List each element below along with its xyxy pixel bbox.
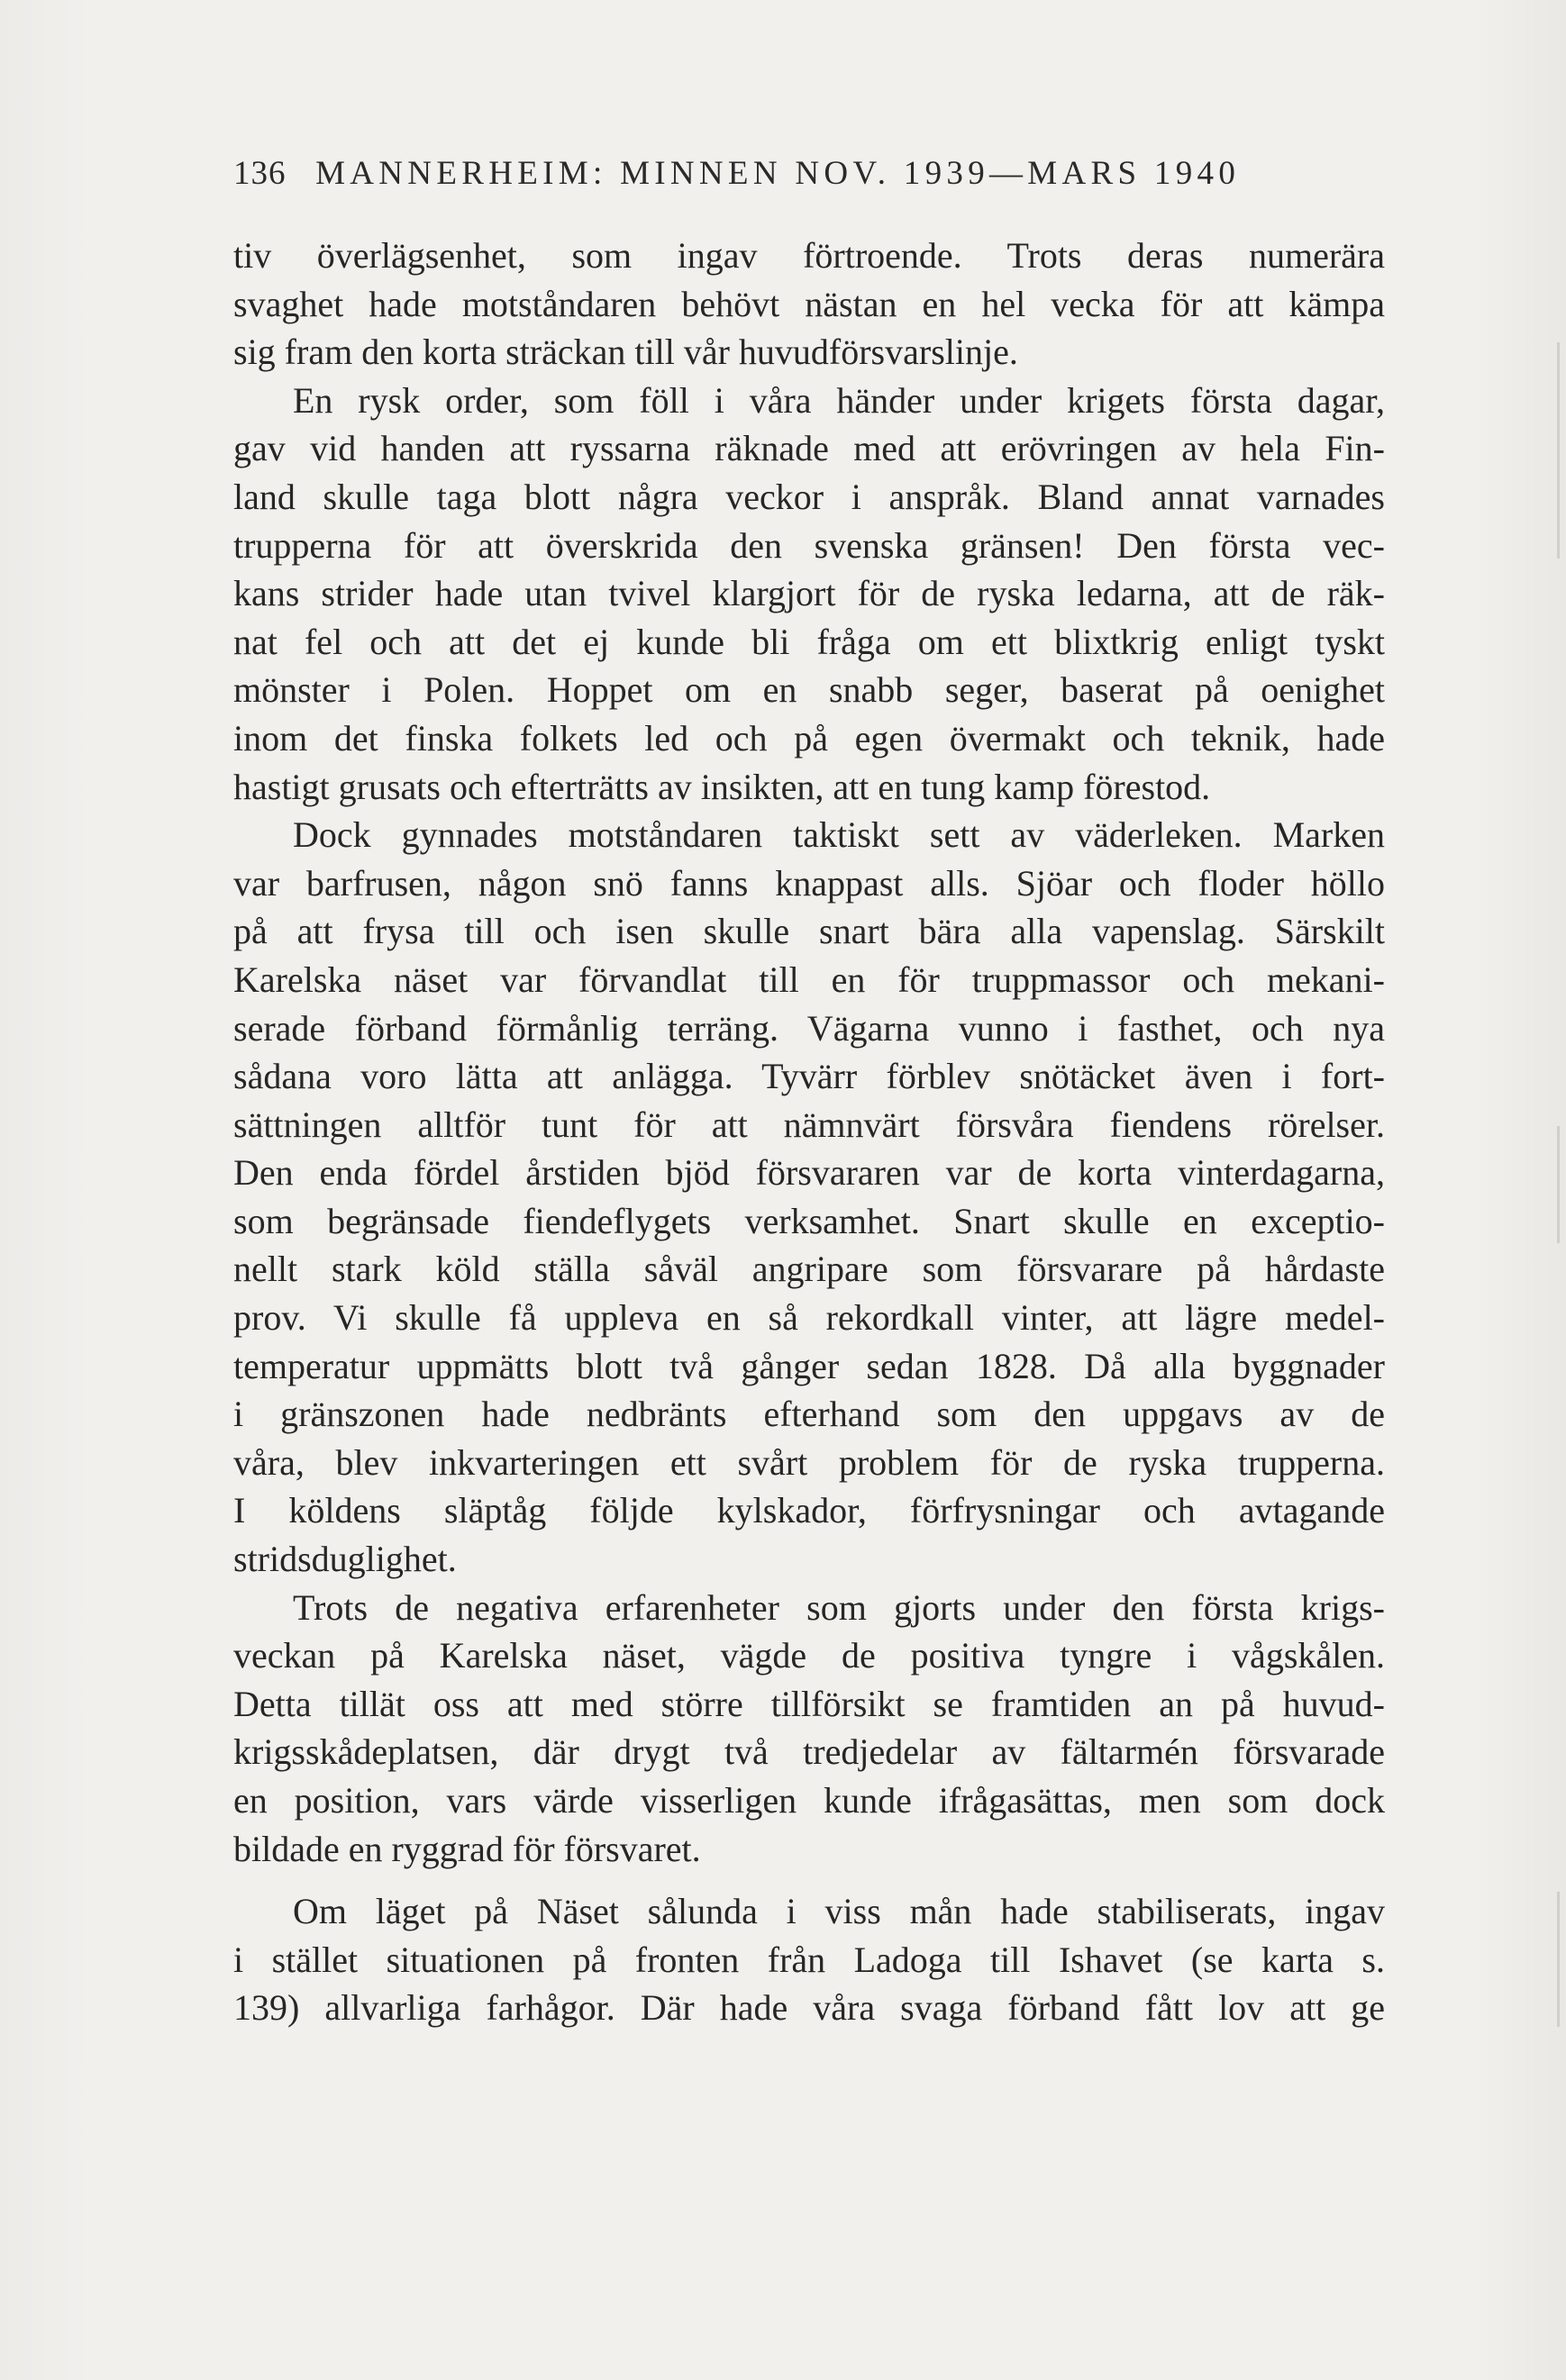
text-line: Dock gynnades motståndaren taktiskt sett av väderleken. Marken (293, 814, 1385, 856)
page-edge-mark (1557, 342, 1560, 559)
text-line: Trots de negativa erfarenheter som gjorts under den första krigs- (293, 1586, 1385, 1628)
text-line: land skulle taga blott några veckor i anspråk. Bland annat varnades (233, 476, 1385, 517)
text-line: inom det finska folkets led och på egen övermakt och teknik, hade (233, 717, 1385, 759)
text-line: på att frysa till och isen skulle snart bära alla vapenslag. Särskilt (233, 911, 1385, 952)
text-line: prov. Vi skulle få uppleva en så rekordkall vinter, att lägre medel- (233, 1297, 1385, 1339)
text-line: temperatur uppmätts blott två gånger sedan 1828. Då alla byggnader (233, 1345, 1385, 1386)
running-header (233, 150, 1396, 198)
text-line: som begränsade fiendeflygets verksamhet. Snart skulle en exceptio- (233, 1200, 1385, 1241)
page-edge-mark (1557, 1892, 1560, 2027)
text-line: sådana voro lätta att anlägga. Tyvärr förblev snötäcket även i fort- (233, 1056, 1385, 1097)
text-line: trupperna för att överskrida den svenska gränsen! Den första vec- (233, 524, 1385, 566)
text-line: krigsskådeplatsen, där drygt två tredjedelar av fältarmén försvarade (233, 1731, 1385, 1773)
text-line: i gränszonen hade nedbränts efterhand som den uppgavs av de (233, 1394, 1385, 1435)
page-number: 136 (233, 155, 287, 192)
body-text-section (233, 1887, 1385, 2032)
text-line: stridsduglighet. (233, 1539, 457, 1580)
page-edge-mark (1557, 1126, 1560, 1243)
text-line: nellt stark köld ställa såväl angripare som försvarare på hårdaste (233, 1249, 1385, 1290)
text-line: Den enda fördel årstiden bjöd försvararen var de korta vinterdagarna, (233, 1152, 1385, 1194)
text-line: hastigt grusats och efterträtts av insikten, att en tung kamp förestod. (233, 766, 1211, 807)
text-line: Detta tillät oss att med större tillförsikt se framtiden an på huvud- (233, 1683, 1385, 1724)
text-line: våra, blev inkvarteringen ett svårt problem för de ryska trupperna. (233, 1441, 1385, 1483)
text-line: 139) allvarliga farhågor. Där hade våra svaga förband fått lov att ge (233, 1987, 1385, 2029)
text-line: svaghet hade motståndaren behövt nästan en hel vecka för att kämpa (233, 283, 1385, 324)
text-line: i stället situationen på fronten från Ladoga till Ishavet (se karta s. (233, 1939, 1385, 1980)
text-line: I köldens släptåg följde kylskador, förfrysningar och avtagande (233, 1490, 1385, 1531)
text-line: sig fram den korta sträckan till vår huvudförsvarslinje. (233, 332, 1018, 373)
text-line: sättningen alltför tunt för att nämnvärt försvåra fiendens rörelser. (233, 1104, 1385, 1145)
text-line: bildade en ryggrad för försvaret. (233, 1828, 701, 1869)
text-line: tiv överlägsenhet, som ingav förtroende. Trots deras numerära (233, 235, 1385, 276)
text-line: kans strider hade utan tvivel klargjort för de ryska ledarna, att de räk- (233, 573, 1385, 614)
running-title: MANNERHEIM: MINNEN NOV. 1939—MARS 1940 (315, 155, 1241, 192)
text-line: mönster i Polen. Hoppet om en snabb seger, baserat på oenighet (233, 669, 1385, 711)
text-line: nat fel och att det ej kunde bli fråga om ett blixtkrig enligt tyskt (233, 621, 1385, 662)
text-line: Karelska näset var förvandlat till en för truppmassor och mekani- (233, 958, 1385, 1000)
text-line: Om läget på Näset sålunda i viss mån hade stabiliserats, ingav (293, 1891, 1385, 1931)
text-line: En rysk order, som föll i våra händer under krigets första dagar, (293, 379, 1385, 421)
text-line: veckan på Karelska näset, vägde de positiva tyngre i vågskålen. (233, 1635, 1385, 1676)
text-line: serade förband förmånlig terräng. Vägarna vunno i fasthet, och nya (233, 1007, 1385, 1049)
text-line: en position, vars värde visserligen kunde ifrågasättas, men som dock (233, 1780, 1385, 1821)
text-line: var barfrusen, någon snö fanns knappast alls. Sjöar och floder höllo (233, 862, 1385, 904)
body-text-main (233, 232, 1385, 1873)
text-line: gav vid handen att ryssarna räknade med att erövringen av hela Fin- (233, 428, 1385, 469)
